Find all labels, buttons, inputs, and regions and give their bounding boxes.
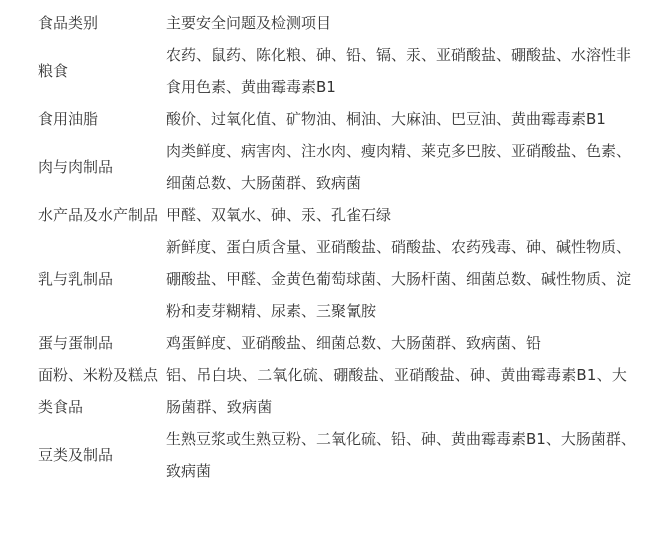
row-category: 蛋与蛋制品: [38, 334, 114, 352]
table-row: [36, 423, 636, 487]
row-category: 乳与乳制品: [38, 270, 114, 288]
row-items: 酸价、过氧化值、矿物油、桐油、大麻油、巴豆油、黄曲霉毒素B1: [166, 110, 606, 128]
row-category: 豆类及制品: [38, 446, 114, 464]
row-items: 铝、吊白块、二氧化硫、硼酸盐、亚硝酸盐、砷、黄曲霉毒素B1、大肠菌群、致病菌: [166, 366, 628, 416]
food-safety-table: [36, 7, 636, 487]
row-items: 肉类鲜度、病害肉、注水肉、瘦肉精、莱克多巴胺、亚硝酸盐、色素、细菌总数、大肠菌群、致病菌: [166, 142, 632, 192]
row-category: 肉与肉制品: [38, 158, 114, 176]
row-items: 生熟豆浆或生熟豆粉、二氧化硫、铅、砷、黄曲霉毒素B1、大肠菌群、致病菌: [166, 430, 636, 480]
table-row: [36, 199, 636, 231]
row-items: 新鲜度、蛋白质含量、亚硝酸盐、硝酸盐、农药残毒、砷、碱性物质、硼酸盐、甲醛、金黄色葡萄球菌、大肠杆菌、细菌总数、碱性物质、淀粉和麦芽糊精、尿素、三聚氰胺: [166, 238, 632, 320]
row-items: 农药、鼠药、陈化粮、砷、铅、镉、汞、亚硝酸盐、硼酸盐、水溶性非食用色素、黄曲霉毒素B1: [166, 46, 632, 96]
row-items: 甲醛、双氧水、砷、汞、孔雀石绿: [166, 206, 392, 224]
table-row: [36, 327, 636, 359]
table-row: [36, 359, 636, 423]
row-category: 食用油脂: [38, 110, 99, 128]
header-category: 食品类别: [38, 14, 99, 32]
row-category: 粮食: [38, 62, 69, 80]
row-items: 鸡蛋鲜度、亚硝酸盐、细菌总数、大肠菌群、致病菌、铅: [166, 334, 542, 352]
header-items: 主要安全问题及检测项目: [166, 14, 332, 32]
table-row: [36, 39, 636, 103]
table-row: [36, 103, 636, 135]
row-category: 水产品及水产制品: [38, 206, 159, 224]
row-category: 面粉、米粉及糕点类食品: [38, 366, 159, 416]
table-row: [36, 135, 636, 199]
table-row: [36, 231, 636, 327]
table-header-row: [36, 7, 636, 39]
